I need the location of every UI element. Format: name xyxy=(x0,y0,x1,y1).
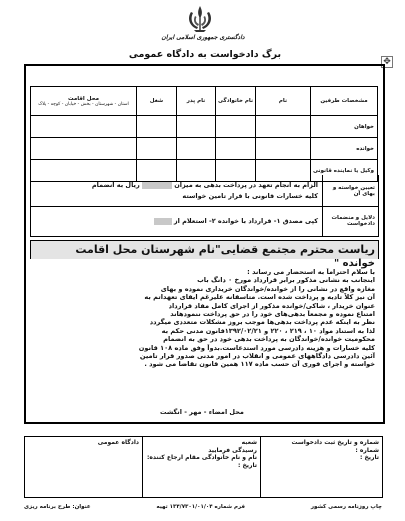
address-hint: استان - شهرستان - بخش - خیابان - کوچه - پلاک xyxy=(38,101,129,107)
body-line: محکومیت خوانده/خواندگان به پرداخت بدهی خود در حق به انضمام xyxy=(163,335,375,344)
referral-cell xyxy=(143,437,261,498)
court-cell xyxy=(25,437,143,498)
body-line: با سلام احتراماً به استحضار می رساند : xyxy=(247,268,375,276)
branch-label: شعبه xyxy=(241,439,257,446)
org-name: دادگستری جمهوری اسلامی ایران xyxy=(161,34,245,41)
body-line: آئین دادرسی دادگاههای عمومی و انقلاب در امور مدنی صدور قرار تامین xyxy=(139,352,375,361)
registration-title: شماره و تاریخ ثبت دادخواست xyxy=(291,439,379,446)
body-line: مغازه واقع در نشانی را از خوانده/خواندگان خریداری نموده و بهای xyxy=(160,284,375,293)
review-label: رسیدگی فرمایید xyxy=(208,446,257,454)
plaintiff-address[interactable] xyxy=(31,116,137,138)
registration-date-label: تاریخ : xyxy=(359,454,379,462)
subject-section xyxy=(30,175,379,207)
body-line: امتناع نموده و مجمعاً بدهی‌های خود را در حق پرداخت ننمودهاند xyxy=(170,310,375,319)
footer xyxy=(24,504,382,510)
footer-form-number: فرم شماره ۱۳۴/۷۳۰۱/۰۱/۰۴ تهیه xyxy=(156,504,246,510)
plaintiff-first-name[interactable] xyxy=(256,116,311,138)
petition-body xyxy=(35,268,375,369)
subject-label: تعیین خواسته و بهای آن xyxy=(322,175,375,206)
form-title: برگ دادخواست به دادگاه عمومی xyxy=(128,49,282,60)
redacted-amount xyxy=(142,182,172,189)
row-defendant: خوانده xyxy=(311,138,378,160)
body-line: نظر به اینکه عدم پرداخت بدهی‌ها موجب بروز مشکلات متعددی میگردد xyxy=(149,318,375,327)
body-line: کلیه خسارات و هزینه دادرسی مورد استدعاست.بدواً وفق ماده ۱۰۸ قانون xyxy=(138,343,375,352)
col-party-info: مشخصات طرفین xyxy=(311,87,378,116)
row-plaintiff: خواهان xyxy=(311,116,378,138)
evidence-line: کپی مصدق ۱- قرارداد با خوانده ۲- استعلام از xyxy=(154,217,318,225)
redacted-source xyxy=(154,218,172,225)
defendant-last-name[interactable] xyxy=(216,138,256,160)
footer-title: عنوان: طرح برنامه ریزی xyxy=(24,504,91,510)
body-line: آن نیز کلاً تادیه و پرداخت شده است. متاسفانه علیرغم ایفای تعهدا‌تم به xyxy=(144,293,375,302)
referrer-label: نام و نام خانوادگی مقام ارجاع کننده: xyxy=(146,454,257,462)
col-last-name: نام خانوادگی xyxy=(216,87,256,116)
parties-table xyxy=(30,86,378,182)
defendant-address[interactable] xyxy=(31,138,137,160)
move-handle-icon[interactable]: ✥ xyxy=(381,56,393,68)
body-line: لذا به استناد مواد ۱۰ ، ۲۱۹ ، ۲۲۰ و ۱۳۹۲/۰۲/۲۱قانون مدنی حکم به xyxy=(161,326,375,335)
court-heading: ریاست محترم مجتمع قضایی"نام شهرستان محل اقامت xyxy=(75,243,375,256)
registration-table xyxy=(24,436,383,498)
court-general-label: دادگاه عمومی xyxy=(97,439,139,446)
evidence-label: دلایل و منضمات دادخواست xyxy=(322,206,375,236)
plaintiff-last-name[interactable] xyxy=(216,116,256,138)
body-line: خواسته و اجرای فوری آن حسب ماده ۱۱۷ همین قانون تقاضا می شود . xyxy=(144,360,375,369)
defendant-job[interactable] xyxy=(137,138,177,160)
plaintiff-father[interactable] xyxy=(177,116,216,138)
col-job: شغل xyxy=(137,87,177,116)
signature-line: محل امضاء - مهر - انگشت xyxy=(160,408,244,416)
subject-line-2: کلیه خسارات قانونی با قرار تامین خواسته xyxy=(182,192,318,200)
subject-line-1: الزام به انجام تعهد در پرداخت بدهی به میزان ریال به انضمام xyxy=(91,181,318,189)
defendant-first-name[interactable] xyxy=(256,138,311,160)
row-lawyer: وکیل یا نماینده قانونی xyxy=(311,160,378,182)
col-father-name: نام پدر xyxy=(177,87,216,116)
referral-date-label: تاریخ : xyxy=(237,461,257,469)
court-heading-cont: خوانده " xyxy=(333,258,375,269)
col-first-name: نام xyxy=(256,87,311,116)
plaintiff-job[interactable] xyxy=(137,116,177,138)
body-line: اینجانب به نشانی مذکور برابر قرارداد مورخ ۰ دانگ باب xyxy=(197,276,375,285)
emblem-icon xyxy=(183,4,217,34)
footer-printer: چاپ روزنامه رسمی کشور xyxy=(310,504,382,510)
col-address: محل اقامت استان - شهرستان - بخش - خیابان - کوچه - پلاک xyxy=(31,87,137,116)
body-line: عنوان خریدار ، شاکی/خوانده مذکور از اجرای کامل مفاد قرارداد xyxy=(168,301,375,310)
registration-cell xyxy=(261,437,383,498)
evidence-section xyxy=(30,206,379,237)
registration-number-label: شماره : xyxy=(355,446,379,454)
defendant-father[interactable] xyxy=(177,138,216,160)
